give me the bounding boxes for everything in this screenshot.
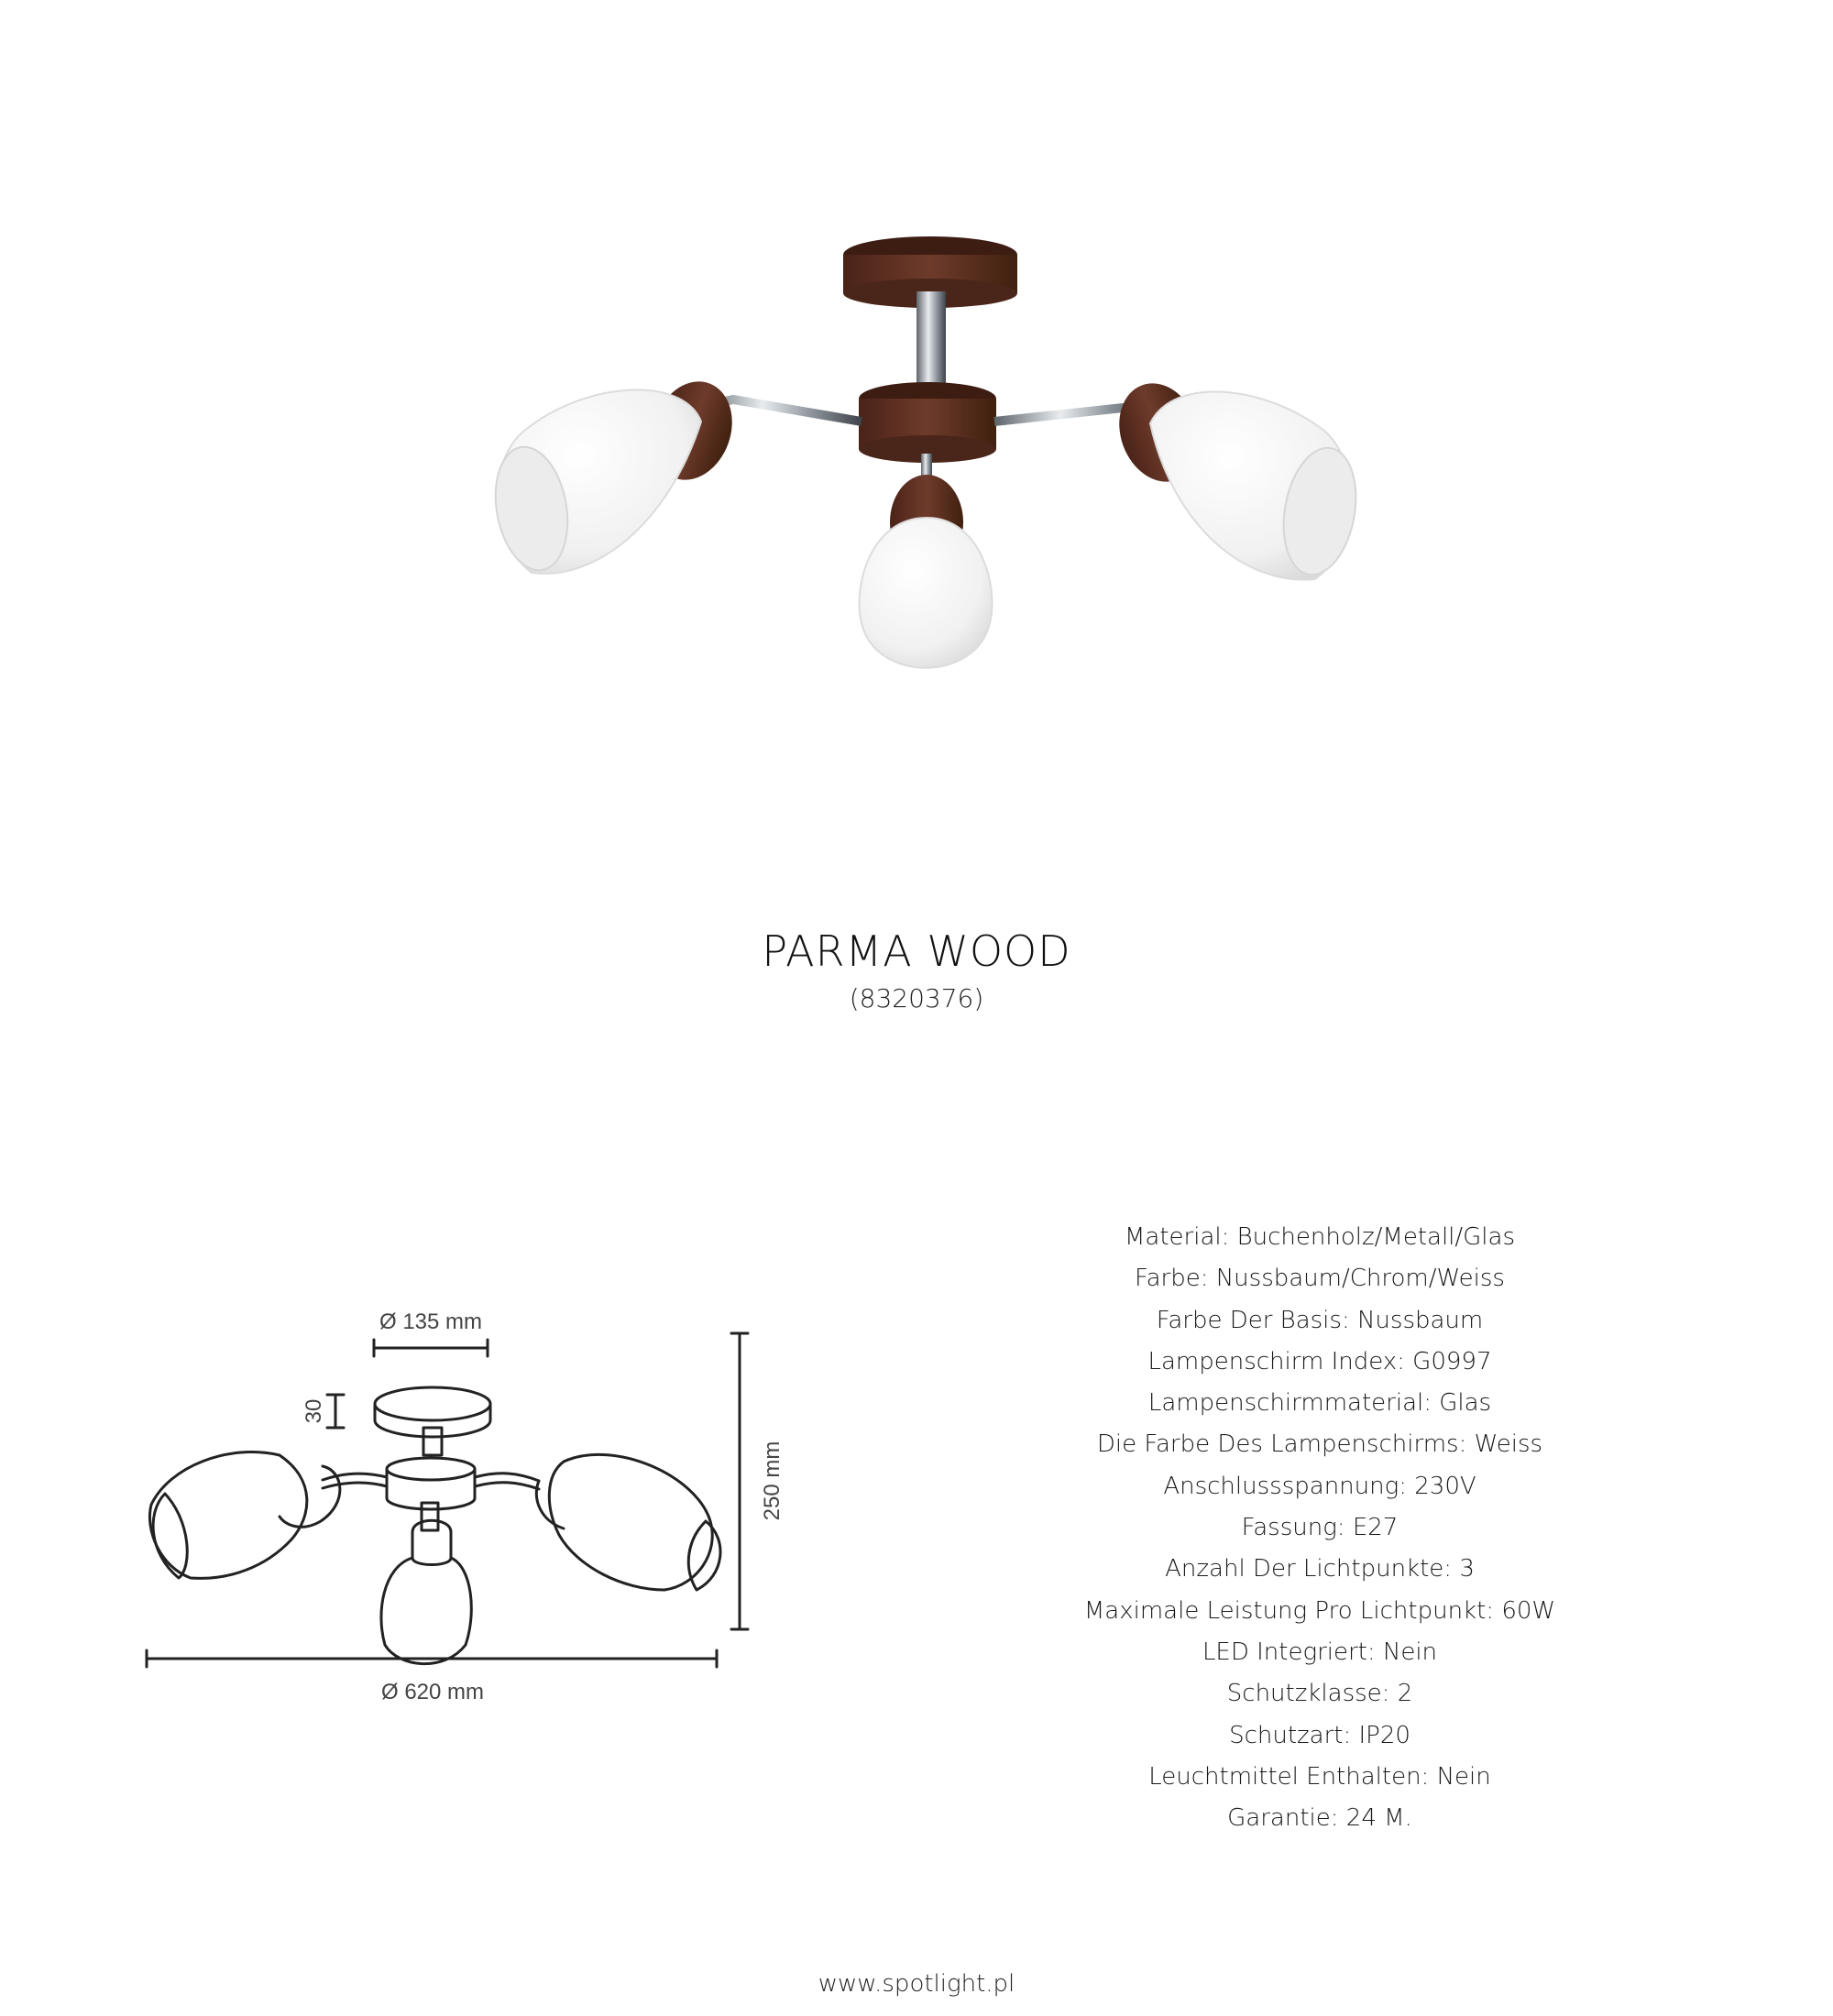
spec-list — [990, 1217, 1650, 1839]
spec-shade-color: Die Farbe Des Lampenschirms: Weiss — [1096, 1430, 1543, 1459]
dim-total-height: 250 mm — [760, 1441, 785, 1521]
technical-drawing — [128, 1292, 825, 1732]
spec-shade-index: Lampenschirm Index: G0997 — [1147, 1347, 1492, 1375]
spec-ip-rating: Schutzart: IP20 — [1229, 1721, 1410, 1749]
spec-voltage: Anschlussspannung: 230V — [1163, 1472, 1476, 1500]
dim-base-diameter: Ø 135 mm — [379, 1309, 483, 1334]
title-block — [0, 926, 1833, 1017]
spec-base-color: Farbe Der Basis: Nussbaum — [1156, 1306, 1484, 1334]
product-photo — [458, 220, 1375, 696]
spec-warranty: Garantie: 24 M. — [1227, 1804, 1412, 1833]
spec-socket: Fassung: E27 — [1241, 1514, 1399, 1542]
spec-shade-material: Lampenschirmmaterial: Glas — [1147, 1389, 1492, 1418]
spec-led: LED Integriert: Nein — [1202, 1638, 1438, 1666]
spec-max-power: Maximale Leistung Pro Lichtpunkt: 60W — [1083, 1596, 1556, 1625]
spec-material: Material: Buchenholz/Metall/Glas — [1124, 1223, 1516, 1251]
footer-website[interactable]: www.spotlight.pl — [818, 1970, 1015, 1998]
product-code: (8320376) — [849, 983, 984, 1013]
dim-base-height: 30 — [302, 1398, 326, 1424]
dim-total-diameter: Ø 620 mm — [380, 1680, 485, 1704]
spec-light-points: Anzahl Der Lichtpunkte: 3 — [1165, 1555, 1475, 1583]
spec-protection-class: Schutzklasse: 2 — [1226, 1680, 1413, 1708]
spec-bulbs-included: Leuchtmittel Enthalten: Nein — [1148, 1762, 1491, 1791]
product-name: PARMA WOOD — [762, 926, 1071, 976]
spec-color: Farbe: Nussbaum/Chrom/Weiss — [1135, 1265, 1505, 1293]
